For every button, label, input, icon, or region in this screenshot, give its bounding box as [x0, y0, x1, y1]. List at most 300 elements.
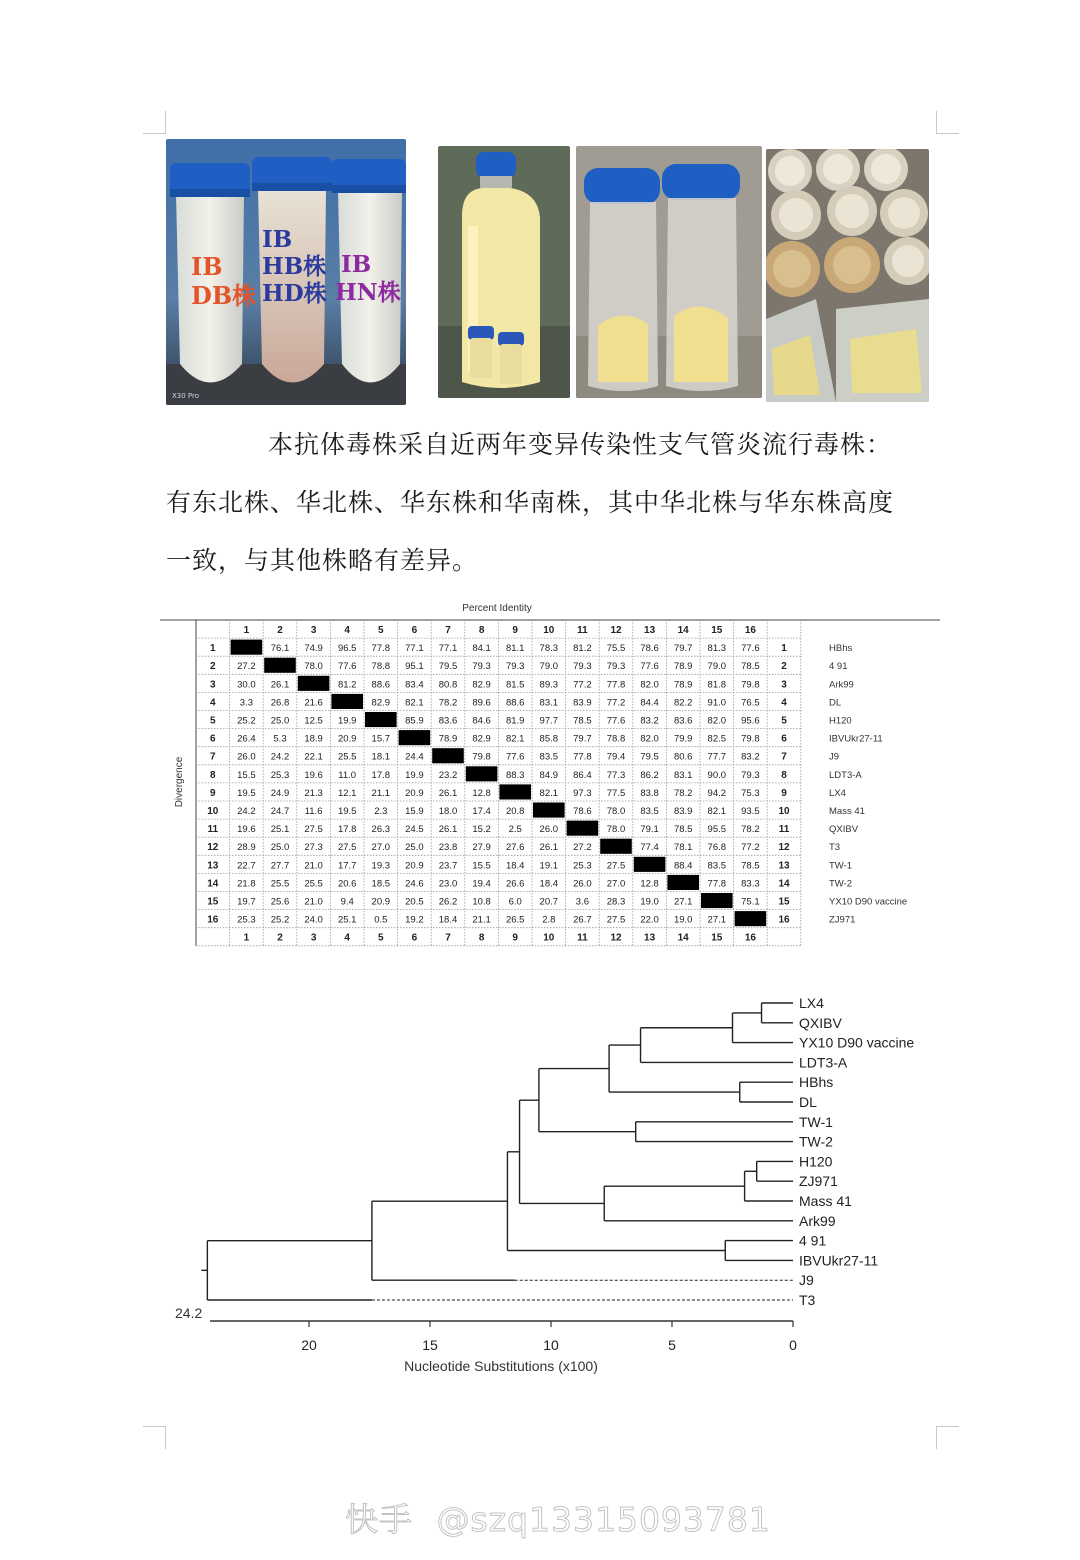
- matrix-cell: 6.0: [508, 896, 522, 908]
- matrix-cell: 27.5: [606, 914, 626, 926]
- matrix-row-label: 3: [210, 679, 216, 691]
- matrix-col-footer: 15: [711, 932, 723, 944]
- matrix-col-footer: 3: [310, 932, 317, 944]
- matrix-strain-name: DL: [829, 697, 842, 709]
- matrix-cell: 78.2: [673, 787, 693, 799]
- tree-tick-label: 0: [789, 1337, 797, 1353]
- matrix-cell: 25.3: [237, 914, 256, 926]
- matrix-col-header: 3: [310, 625, 317, 637]
- matrix-col-header: 7: [445, 625, 451, 637]
- matrix-cell: 20.7: [539, 896, 559, 908]
- tree-taxon-label: 4 91: [799, 1232, 827, 1249]
- matrix-strain-name: LX4: [829, 787, 846, 799]
- matrix-cell: 27.7: [270, 860, 290, 872]
- matrix-cell: 24.2: [270, 751, 290, 763]
- tree-taxon-label: TW-1: [799, 1113, 833, 1130]
- matrix-cell: 20.8: [505, 806, 525, 818]
- matrix-cell: 95.6: [741, 715, 760, 727]
- matrix-cell: 85.8: [539, 733, 559, 745]
- matrix-cell: 20.9: [337, 733, 357, 745]
- matrix-cell: 26.0: [539, 824, 559, 836]
- matrix-cell: 22.0: [640, 914, 659, 926]
- matrix-col-footer: 6: [411, 932, 418, 944]
- matrix-cell: 28.3: [606, 896, 626, 908]
- matrix-row-label: 7: [210, 751, 216, 763]
- matrix-cell: 28.9: [237, 842, 256, 854]
- tube-label-hn-line1: IB: [341, 251, 372, 278]
- matrix-cell: 91.0: [707, 697, 727, 709]
- matrix-row-label-right: 1: [781, 643, 787, 655]
- matrix-cell: 15.9: [405, 806, 424, 818]
- matrix-row-label: 11: [207, 824, 219, 836]
- matrix-cell: 81.5: [505, 679, 525, 691]
- matrix-cell: 3.6: [575, 896, 590, 908]
- matrix-cell: 97.3: [573, 787, 592, 799]
- matrix-col-header: 12: [610, 625, 622, 637]
- matrix-col-header: 1: [243, 625, 250, 637]
- matrix-diagonal-cell: [365, 712, 397, 727]
- matrix-cell: 88.3: [505, 769, 525, 781]
- matrix-cell: 18.4: [539, 878, 559, 890]
- matrix-cell: 18.5: [371, 878, 391, 890]
- matrix-diagonal-cell: [667, 875, 699, 890]
- matrix-strain-name: Ark99: [829, 679, 854, 691]
- matrix-col-footer: 12: [610, 932, 622, 944]
- tree-taxon-label: LDT3-A: [799, 1054, 848, 1071]
- corner-mark-bottom-left: [143, 1426, 166, 1449]
- matrix-row-label-right: 9: [781, 787, 787, 799]
- matrix-cell: 79.4: [606, 751, 626, 763]
- matrix-cell: 21.0: [304, 896, 323, 908]
- matrix-cell: 77.6: [741, 643, 760, 655]
- matrix-cell: 83.9: [573, 697, 592, 709]
- tree-taxon-label: Ark99: [799, 1212, 836, 1229]
- matrix-diagonal-cell: [298, 676, 330, 691]
- matrix-col-header: 14: [677, 625, 689, 637]
- matrix-col-footer: 4: [344, 932, 350, 944]
- matrix-cell: 82.5: [707, 733, 727, 745]
- matrix-cell: 74.9: [304, 643, 323, 655]
- matrix-col-footer: 10: [543, 932, 555, 944]
- matrix-cell: 27.5: [606, 860, 626, 872]
- matrix-cell: 19.1: [539, 860, 559, 872]
- matrix-cell: 21.1: [472, 914, 491, 926]
- matrix-cell: 79.0: [539, 661, 559, 673]
- matrix-cell: 27.1: [673, 896, 693, 908]
- matrix-cell: 10.8: [472, 896, 491, 908]
- matrix-cell: 79.1: [640, 824, 659, 836]
- matrix-cell: 77.6: [640, 661, 659, 673]
- matrix-row-label: 1: [210, 643, 216, 655]
- matrix-cell: 24.9: [270, 787, 290, 799]
- matrix-cell: 88.6: [371, 679, 391, 691]
- matrix-strain-name: YX10 D90 vaccine: [829, 896, 908, 908]
- matrix-col-footer: 9: [512, 932, 518, 944]
- matrix-cell: 19.9: [337, 715, 357, 727]
- matrix-cell: 77.5: [606, 787, 626, 799]
- matrix-cell: 83.6: [438, 715, 458, 727]
- matrix-cell: 86.2: [640, 769, 659, 781]
- matrix-diagonal-cell: [634, 857, 666, 872]
- matrix-cell: 26.1: [539, 842, 559, 854]
- matrix-row-label-right: 14: [778, 878, 790, 890]
- matrix-cell: 77.6: [337, 661, 357, 673]
- matrix-cell: 78.0: [606, 806, 626, 818]
- matrix-cell: 83.8: [640, 787, 659, 799]
- watermark-handle: @szq13315093781: [436, 1500, 771, 1539]
- matrix-cell: 11.6: [304, 806, 323, 818]
- matrix-cell: 30.0: [237, 679, 256, 691]
- matrix-cell: 79.7: [573, 733, 592, 745]
- matrix-cell: 82.1: [539, 787, 559, 799]
- matrix-row-label-right: 7: [781, 751, 787, 763]
- matrix-cell: 22.1: [304, 751, 323, 763]
- matrix-cell: 78.5: [573, 715, 592, 727]
- matrix-strain-name: HBhs: [829, 643, 853, 655]
- matrix-cell: 78.9: [438, 733, 458, 745]
- matrix-diagonal-cell: [264, 658, 296, 673]
- tree-taxon-label: TW-2: [799, 1133, 833, 1150]
- matrix-cell: 25.2: [237, 715, 256, 727]
- matrix-col-header: 6: [411, 625, 418, 637]
- matrix-cell: 19.9: [405, 769, 424, 781]
- matrix-cell: 25.6: [270, 896, 290, 908]
- tube-label-hb-hd: [262, 226, 327, 307]
- matrix-cell: 84.6: [472, 715, 491, 727]
- matrix-cell: 94.2: [707, 787, 727, 799]
- matrix-cell: 77.6: [505, 751, 525, 763]
- matrix-cell: 25.5: [337, 751, 357, 763]
- matrix-cell: 79.3: [505, 661, 525, 673]
- matrix-cell: 77.8: [606, 679, 626, 691]
- matrix-cell: 82.2: [673, 697, 693, 709]
- matrix-cell: 78.6: [640, 643, 659, 655]
- matrix-strain-name: J9: [829, 751, 840, 763]
- tree-tick-label: 20: [301, 1337, 317, 1353]
- tube-label-db-line1: IB: [191, 252, 223, 281]
- matrix-cell: 83.9: [673, 806, 693, 818]
- matrix-cell: 78.5: [741, 661, 760, 673]
- tube-label-hd-line3: HD株: [262, 280, 327, 307]
- matrix-diagonal-cell: [399, 730, 431, 745]
- matrix-diagonal-cell: [466, 766, 498, 781]
- matrix-cell: 25.5: [270, 878, 290, 890]
- matrix-cell: 11.0: [338, 769, 357, 781]
- matrix-cell: 20.6: [337, 878, 357, 890]
- matrix-cell: 88.6: [505, 697, 525, 709]
- matrix-row-label-right: 12: [778, 842, 790, 854]
- matrix-cell: 27.0: [606, 878, 626, 890]
- matrix-cell: 19.5: [237, 787, 256, 799]
- matrix-cell: 19.6: [237, 824, 256, 836]
- matrix-row-label-right: 4: [781, 697, 787, 709]
- matrix-cell: 81.3: [707, 643, 727, 655]
- matrix-diagonal-cell: [567, 821, 599, 836]
- camera-watermark: X30 Pro: [172, 392, 200, 400]
- matrix-cell: 27.2: [237, 661, 256, 673]
- matrix-cell: 77.2: [573, 679, 592, 691]
- matrix-cell: 76.1: [270, 643, 290, 655]
- matrix-cell: 82.9: [472, 679, 491, 691]
- matrix-cell: 77.8: [707, 878, 727, 890]
- matrix-cell: 19.3: [371, 860, 391, 872]
- matrix-strain-name: T3: [829, 842, 841, 854]
- matrix-cell: 15.5: [472, 860, 491, 872]
- tube-label-hb-line1: IB: [262, 226, 293, 253]
- matrix-cell: 26.4: [237, 733, 256, 745]
- matrix-cell: 17.8: [371, 769, 391, 781]
- matrix-row-label-right: 15: [778, 896, 790, 908]
- matrix-cell: 80.6: [673, 751, 693, 763]
- matrix-col-header: 5: [378, 625, 384, 637]
- paragraph-line-3: 一致，与其他株略有差异。: [166, 546, 479, 575]
- tree-taxon-label: YX10 D90 vaccine: [799, 1034, 915, 1051]
- matrix-cell: 81.8: [707, 679, 727, 691]
- matrix-cell: 77.4: [640, 842, 659, 854]
- matrix-cell: 90.0: [707, 769, 727, 781]
- matrix-cell: 24.4: [405, 751, 424, 763]
- matrix-cell: 78.1: [673, 842, 693, 854]
- matrix-cell: 81.2: [337, 679, 357, 691]
- matrix-cell: 79.3: [573, 661, 592, 673]
- matrix-cell: 93.5: [741, 806, 760, 818]
- tube-label-hb-line2: HB株: [262, 253, 327, 280]
- matrix-row-label: 5: [210, 715, 216, 727]
- tree-taxon-label: LX4: [799, 995, 824, 1011]
- matrix-row-label: 10: [207, 806, 219, 818]
- matrix-col-header: 4: [344, 625, 350, 637]
- matrix-cell: 88.4: [673, 860, 693, 872]
- matrix-cell: 25.1: [337, 914, 357, 926]
- matrix-cell: 20.9: [405, 860, 424, 872]
- corner-mark-bottom-right: [936, 1426, 959, 1449]
- matrix-cell: 15.7: [371, 733, 391, 745]
- tree-taxon-label: ZJ971: [799, 1173, 838, 1190]
- matrix-cell: 20.5: [405, 896, 424, 908]
- matrix-cell: 77.8: [573, 751, 592, 763]
- matrix-col-header: 8: [478, 625, 485, 637]
- matrix-cell: 19.2: [405, 914, 424, 926]
- matrix-cell: 18.1: [371, 751, 391, 763]
- matrix-cell: 77.6: [606, 715, 626, 727]
- matrix-cell: 17.7: [337, 860, 357, 872]
- matrix-cell: 19.0: [673, 914, 693, 926]
- matrix-col-header: 13: [644, 625, 656, 637]
- matrix-cell: 80.8: [438, 679, 458, 691]
- matrix-row-label-right: 6: [781, 733, 787, 745]
- matrix-col-header: 9: [512, 625, 518, 637]
- matrix-cell: 18.0: [438, 806, 458, 818]
- matrix-cell: 76.5: [741, 697, 760, 709]
- matrix-cell: 19.6: [304, 769, 323, 781]
- matrix-cell: 84.9: [539, 769, 559, 781]
- matrix-side-label: Divergence: [174, 756, 185, 808]
- matrix-cell: 83.5: [707, 860, 727, 872]
- matrix-cell: 15.2: [472, 824, 491, 836]
- matrix-row-label-right: 5: [781, 715, 787, 727]
- matrix-cell: 18.4: [505, 860, 525, 872]
- matrix-cell: 79.8: [741, 679, 760, 691]
- matrix-cell: 83.5: [640, 806, 659, 818]
- matrix-strain-name: TW-2: [829, 878, 853, 890]
- tree-root-value: 24.2: [175, 1305, 203, 1321]
- matrix-cell: 23.7: [438, 860, 458, 872]
- tree-tick-label: 5: [668, 1337, 676, 1353]
- matrix-strain-name: H120: [829, 715, 852, 727]
- matrix-cell: 78.0: [304, 661, 323, 673]
- matrix-cell: 75.3: [741, 787, 760, 799]
- matrix-cell: 12.1: [337, 787, 357, 799]
- matrix-strain-name: 4 91: [829, 661, 848, 673]
- matrix-col-footer: 2: [277, 932, 283, 944]
- matrix-row-label-right: 13: [778, 860, 790, 872]
- matrix-diagonal-cell: [331, 694, 363, 709]
- matrix-cell: 95.5: [707, 824, 727, 836]
- matrix-col-header: 2: [277, 625, 283, 637]
- matrix-cell: 82.0: [640, 679, 659, 691]
- matrix-cell: 21.0: [304, 860, 323, 872]
- matrix-cell: 23.0: [438, 878, 458, 890]
- matrix-cell: 82.9: [371, 697, 391, 709]
- tree-taxon-label: T3: [799, 1292, 816, 1308]
- matrix-cell: 89.3: [539, 679, 559, 691]
- identity-divergence-matrix: [160, 596, 940, 956]
- matrix-diagonal-cell: [735, 911, 767, 926]
- matrix-cell: 84.4: [640, 697, 659, 709]
- matrix-cell: 25.3: [573, 860, 592, 872]
- matrix-cell: 26.7: [573, 914, 592, 926]
- matrix-cell: 27.2: [573, 842, 592, 854]
- matrix-cell: 20.9: [405, 787, 424, 799]
- matrix-row-label: 13: [207, 860, 219, 872]
- matrix-cell: 77.3: [606, 769, 626, 781]
- matrix-row-label-right: 2: [781, 661, 787, 673]
- photo-liquid-bottle: [438, 146, 570, 398]
- tree-tick-label: 10: [543, 1337, 559, 1353]
- matrix-cell: 19.0: [640, 896, 659, 908]
- matrix-cell: 79.8: [472, 751, 491, 763]
- matrix-cell: 83.2: [640, 715, 659, 727]
- matrix-cell: 26.2: [438, 896, 458, 908]
- matrix-cell: 78.8: [606, 733, 626, 745]
- matrix-cell: 78.9: [673, 661, 693, 673]
- corner-mark-top-left: [143, 111, 166, 134]
- matrix-cell: 24.6: [405, 878, 424, 890]
- matrix-cell: 78.8: [371, 661, 391, 673]
- matrix-cell: 27.0: [371, 842, 391, 854]
- matrix-cell: 27.6: [505, 842, 525, 854]
- matrix-cell: 77.1: [405, 643, 424, 655]
- matrix-cell: 24.2: [237, 806, 256, 818]
- matrix-cell: 83.1: [673, 769, 693, 781]
- matrix-cell: 81.2: [573, 643, 592, 655]
- matrix-cell: 23.2: [438, 769, 458, 781]
- matrix-cell: 95.1: [405, 661, 424, 673]
- matrix-cell: 83.1: [539, 697, 559, 709]
- matrix-cell: 12.8: [472, 787, 491, 799]
- matrix-row-label-right: 3: [781, 679, 787, 691]
- corner-mark-top-right: [936, 111, 959, 134]
- matrix-cell: 27.3: [304, 842, 323, 854]
- matrix-cell: 78.6: [573, 806, 592, 818]
- matrix-cell: 17.8: [337, 824, 357, 836]
- matrix-strain-name: Mass 41: [829, 806, 865, 818]
- matrix-cell: 20.9: [371, 896, 391, 908]
- matrix-cell: 75.1: [741, 896, 760, 908]
- matrix-cell: 12.8: [640, 878, 659, 890]
- tree-taxon-label: HBhs: [799, 1074, 834, 1091]
- matrix-cell: 83.2: [741, 751, 760, 763]
- matrix-col-footer: 5: [378, 932, 384, 944]
- photo-powder-jars: [766, 149, 929, 402]
- matrix-title: Percent Identity: [462, 603, 532, 614]
- matrix-cell: 96.5: [337, 643, 357, 655]
- matrix-cell: 85.9: [405, 715, 424, 727]
- matrix-cell: 79.3: [741, 769, 760, 781]
- matrix-cell: 25.1: [270, 824, 290, 836]
- matrix-diagonal-cell: [533, 803, 565, 818]
- matrix-diagonal-cell: [600, 839, 632, 854]
- matrix-cell: 79.0: [707, 661, 727, 673]
- matrix-cell: 2.8: [542, 914, 556, 926]
- matrix-cell: 2.5: [508, 824, 522, 836]
- matrix-row-label: 15: [207, 896, 219, 908]
- matrix-cell: 81.1: [505, 643, 525, 655]
- matrix-col-footer: 1: [243, 932, 250, 944]
- matrix-row-label-right: 10: [778, 806, 790, 818]
- tube-label-hn: [335, 251, 401, 307]
- matrix-row-label: 9: [210, 787, 216, 799]
- matrix-cell: 26.6: [505, 878, 525, 890]
- matrix-strain-name: IBVUkr27-11: [829, 733, 883, 745]
- matrix-diagonal-cell: [701, 893, 733, 908]
- matrix-strain-name: ZJ971: [829, 914, 856, 926]
- matrix-cell: 77.7: [707, 751, 727, 763]
- tree-tick-label: 15: [422, 1337, 438, 1353]
- matrix-col-footer: 13: [644, 932, 656, 944]
- watermark-app-name: 快手: [345, 1500, 413, 1539]
- matrix-cell: 21.8: [237, 878, 256, 890]
- matrix-cell: 21.6: [304, 697, 323, 709]
- matrix-strain-name: LDT3-A: [829, 769, 862, 781]
- matrix-row-label: 14: [207, 878, 219, 890]
- matrix-cell: 82.0: [707, 715, 727, 727]
- matrix-cell: 82.9: [472, 733, 491, 745]
- matrix-cell: 27.5: [304, 824, 323, 836]
- tree-axis-label: Nucleotide Substitutions (x100): [404, 1358, 598, 1374]
- matrix-row-label: 6: [210, 733, 216, 745]
- tree-taxon-label: QXIBV: [799, 1014, 842, 1031]
- matrix-cell: 82.1: [707, 806, 727, 818]
- matrix-cell: 3.3: [239, 697, 254, 709]
- matrix-cell: 25.5: [304, 878, 323, 890]
- matrix-diagonal-cell: [231, 640, 263, 655]
- matrix-cell: 78.2: [438, 697, 458, 709]
- matrix-cell: 77.2: [741, 842, 760, 854]
- matrix-cell: 22.7: [237, 860, 256, 872]
- matrix-cell: 24.5: [405, 824, 424, 836]
- matrix-cell: 0.5: [374, 914, 388, 926]
- tree-taxon-label: DL: [799, 1094, 817, 1110]
- matrix-cell: 83.4: [405, 679, 424, 691]
- matrix-col-footer: 7: [445, 932, 451, 944]
- matrix-cell: 83.3: [741, 878, 760, 890]
- matrix-cell: 19.5: [337, 806, 357, 818]
- matrix-cell: 27.9: [472, 842, 491, 854]
- matrix-col-footer: 16: [744, 932, 756, 944]
- tube-label-db-line2: DB株: [191, 281, 257, 310]
- matrix-row-label: 4: [210, 697, 216, 709]
